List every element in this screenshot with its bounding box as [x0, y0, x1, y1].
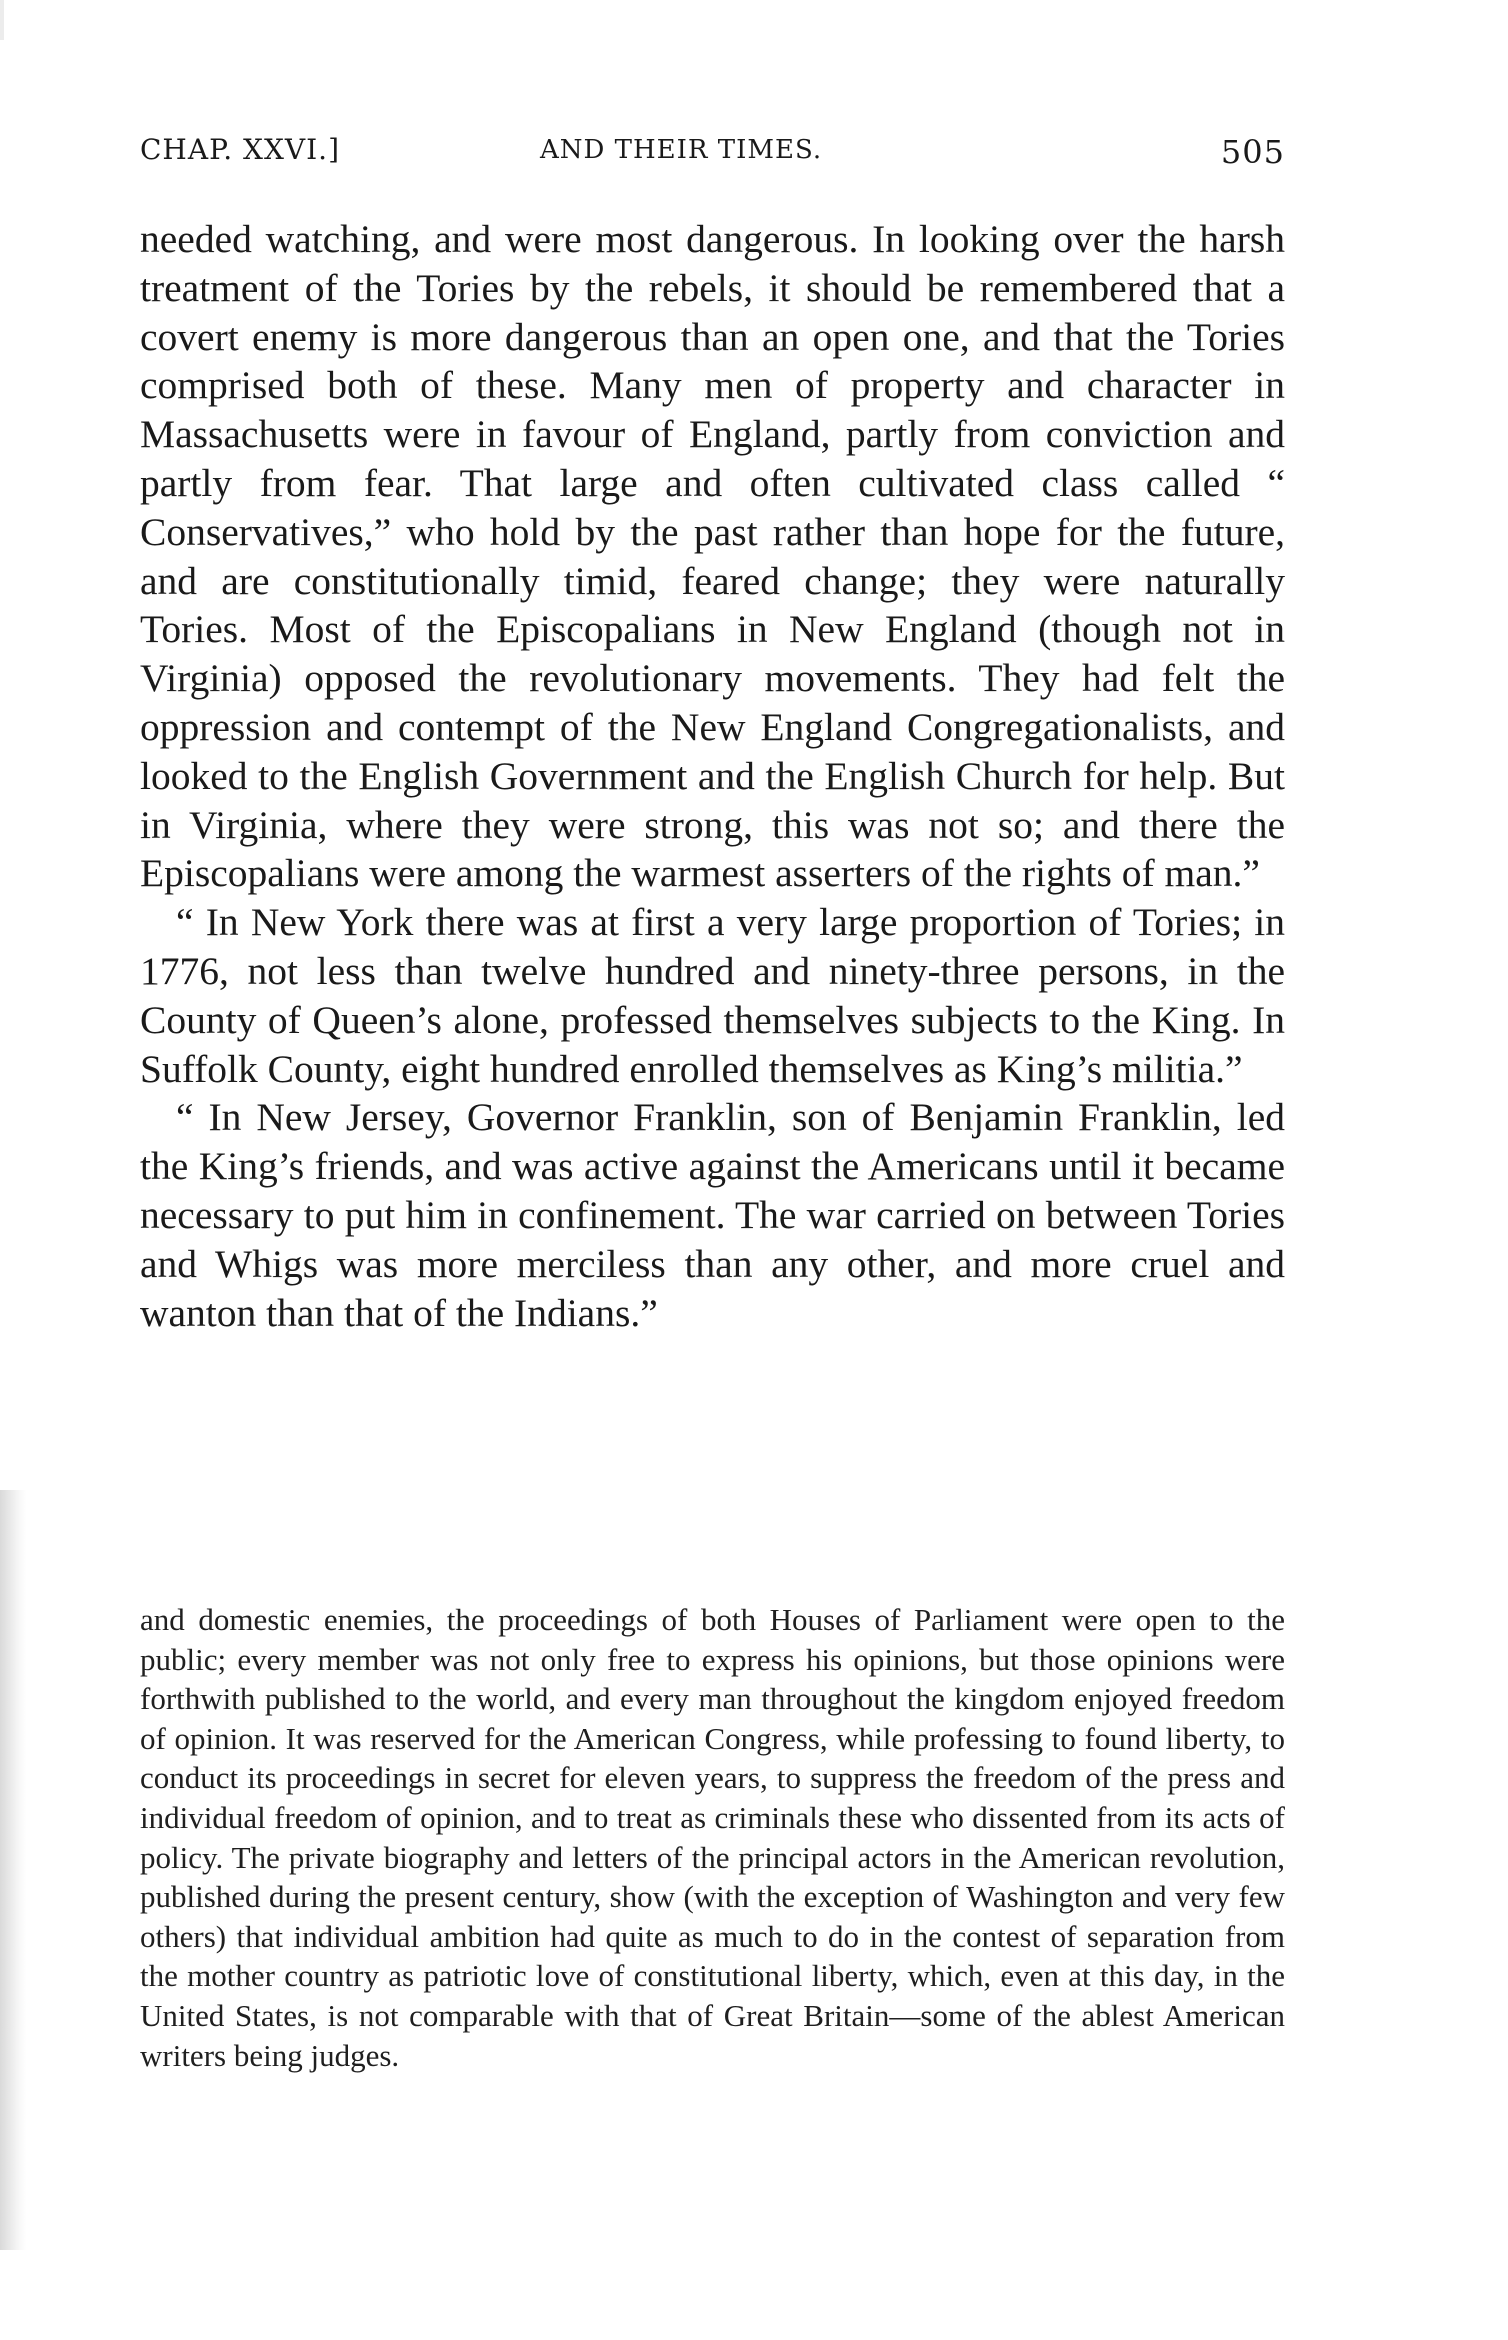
footnote-text: and domestic enemies, the proceedings of both Houses of Parliament were open to the public; every member was not only free to express his opinions, but those opinions were forthwith published to the world, and every man throughout the kingdom enjoyed freedom of opinion. It was reserved for the American Congress, while professing to found liberty, to conduct its proceedings in secret for eleven years, to suppress the freedom of the press and individual freedom of opinion, and to treat as criminals these who dissented from its acts of policy. The private biography and letters of the principal actors in the American revolution, published during the present century, show (with the exception of Washington and very few others) that individual ambition had quite as much to do in the contest of separation from the mother country as patriotic love of constitutional liberty, which, even at this day, in the United States, is not comparable with that of Great Britain—some of the ablest American writers being judges.: [140, 1602, 1285, 2073]
binding-shadow: [0, 1490, 26, 2250]
main-text: [140, 215, 1285, 1337]
running-header: [140, 133, 1285, 183]
page-corner-mark: [0, 0, 20, 40]
chapter-label: CHAP. XXVI.]: [140, 133, 341, 166]
paragraph: “ In New Jersey, Governor Franklin, son of Benjamin Franklin, led the King’s friends, and was active against the Americans until it became necessary to put him in confinement. The war carried on between Tories and Whigs was more merciless than any other, and more cruel and wanton than that of the Indians.”: [140, 1095, 1285, 1335]
running-title: AND THEIR TIMES.: [540, 135, 823, 165]
paragraph: “ In New York there was at first a very large proportion of Tories; in 1776, not less than twelve hundred and ninety-three persons, in the County of Queen’s alone, professed themselves subjects to the King. In Suffolk County, eight hundred enrolled themselves as King’s militia.”: [140, 900, 1285, 1091]
page-number: 505: [1220, 133, 1285, 171]
paragraph: needed watching, and were most dangerous. In looking over the harsh treatment of the Tories by the rebels, it should be remembered that a covert enemy is more dangerous than an open one, and that the Tories comprised both of these. Many men of property and character in Massachusetts were in favour of England, partly from conviction and partly from fear. That large and often cultivated class called “ Conservatives,” who hold by the past rather than hope for the future, and are constitutionally timid, feared change; they were naturally Tories. Most of the Episcopalians in New England (though not in Virginia) opposed the revolutionary movements. They had felt the oppression and contempt of the New England Congregationalists, and looked to the English Government and the English Church for help. But in Virginia, where they were strong, this was not so; and there the Episcopalians were among the warmest asserters of the rights of man.”: [140, 217, 1285, 896]
